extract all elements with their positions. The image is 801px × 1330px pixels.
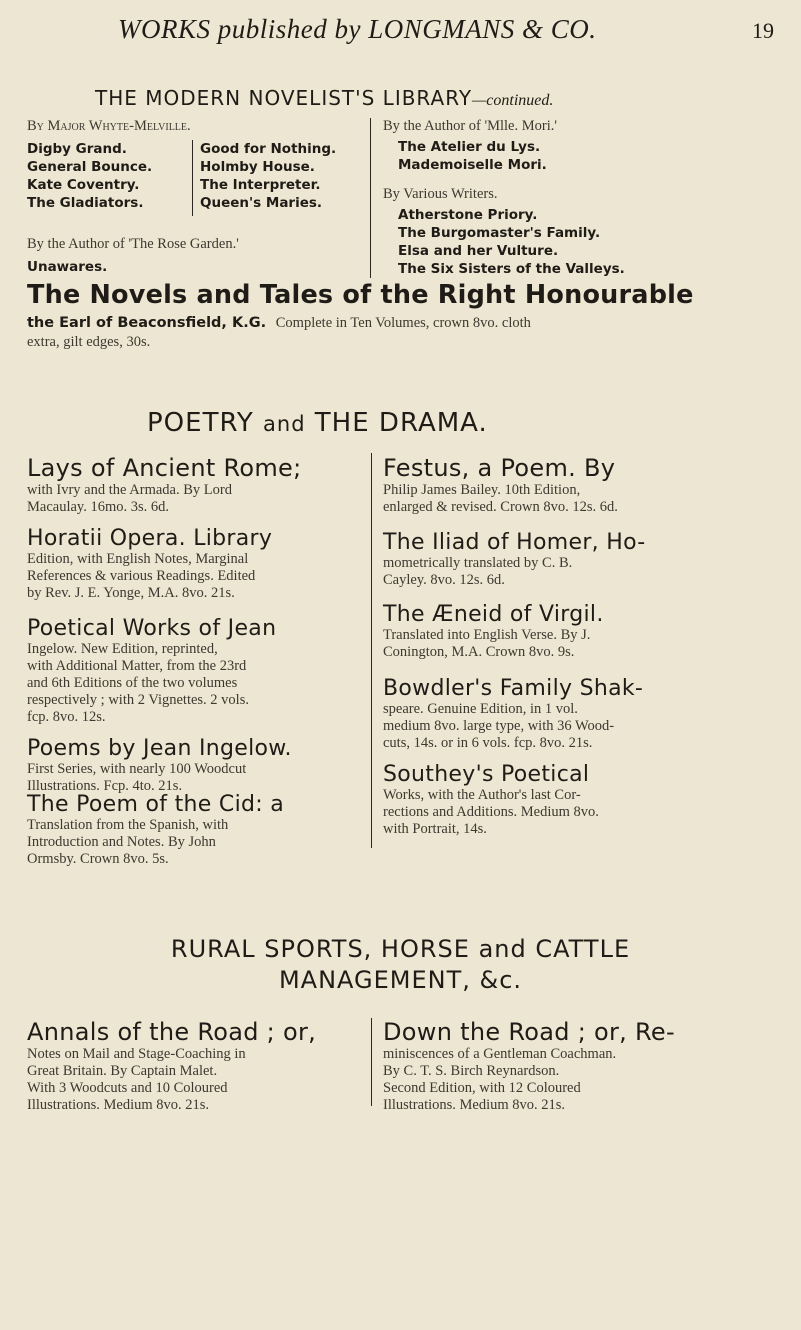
book-desc-line: rections and Additions. Medium 8vo. [383, 804, 599, 820]
book-entry [27, 736, 367, 795]
book-entry [383, 454, 763, 516]
book-title: The Poem of the Cid: a [27, 792, 285, 817]
book-entry [27, 1018, 367, 1114]
book-desc-line: by Rev. J. E. Yonge, M.A. 8vo. 21s. [27, 585, 235, 601]
library-heading [95, 86, 553, 110]
book-desc-line: Cayley. 8vo. 12s. 6d. [383, 572, 505, 588]
book-desc-line: fcp. 8vo. 12s. [27, 709, 106, 725]
library-heading-text: THE MODERN NOVELIST'S LIBRARY [95, 86, 473, 110]
book-title: Poems by Jean Ingelow. [27, 736, 292, 761]
list-item: Elsa and her Vulture. [398, 243, 559, 259]
book-desc-line: with Portrait, 14s. [383, 821, 487, 837]
book-desc-line: mometrically translated by C. B. [383, 555, 573, 571]
book-desc-line: Illustrations. Medium 8vo. 21s. [383, 1097, 566, 1113]
list-item: The Gladiators. [27, 195, 144, 211]
book-desc-line: Illustrations. Medium 8vo. 21s. [27, 1097, 210, 1113]
book-entry [383, 602, 763, 661]
list-item: Queen's Maries. [200, 195, 323, 211]
book-entry [27, 616, 367, 726]
book-desc-line: Notes on Mail and Stage-Coaching in [27, 1046, 246, 1062]
book-desc-line: Introduction and Notes. By John [27, 834, 216, 850]
list-item: Digby Grand. [27, 141, 127, 157]
list-item: The Burgomaster's Family. [398, 225, 601, 241]
book-desc-line: Second Edition, with 12 Coloured [383, 1080, 581, 1096]
book-title: The Iliad of Homer, Ho- [383, 530, 646, 555]
novels-line-1-rest: Complete in Ten Volumes, crown 8vo. cloth [275, 315, 531, 331]
book-desc-line: respectively ; with 2 Vignettes. 2 vols. [27, 692, 249, 708]
book-title: Poetical Works of Jean [27, 616, 277, 641]
library-column-divider [370, 118, 371, 278]
book-desc-line: By C. T. S. Birch Reynardson. [383, 1063, 560, 1079]
list-item: The Atelier du Lys. [398, 139, 541, 155]
book-entry [27, 454, 367, 516]
book-entry [27, 526, 367, 602]
book-desc-line: miniscences of a Gentleman Coachman. [383, 1046, 617, 1062]
running-head-title: WORKS published by LONGMANS & CO. [118, 14, 597, 44]
book-title: Festus, a Poem. By [383, 454, 616, 482]
book-desc-line: Conington, M.A. Crown 8vo. 9s. [383, 644, 575, 660]
book-entry [383, 762, 763, 838]
book-desc-line: Macaulay. 16mo. 3s. 6d. [27, 499, 170, 515]
book-title: Horatii Opera. Library [27, 526, 273, 551]
rural-heading-line-2: MANAGEMENT, &c. [278, 966, 523, 994]
library-right-author-1: By the Author of 'Mlle. Mori.' [383, 118, 557, 134]
book-desc-line: Translated into English Verse. By J. [383, 627, 591, 643]
book-desc-line: medium 8vo. large type, with 36 Wood- [383, 718, 615, 734]
list-item: The Six Sisters of the Valleys. [398, 261, 625, 277]
list-item: Good for Nothing. [200, 141, 337, 157]
column-divider [192, 140, 193, 216]
book-title: Lays of Ancient Rome; [27, 454, 302, 482]
book-desc-line: Translation from the Spanish, with [27, 817, 229, 833]
rural-heading-line-1: RURAL SPORTS, HORSE and CATTLE [170, 935, 631, 963]
poetry-heading [147, 408, 488, 438]
book-desc-line: First Series, with nearly 100 Woodcut [27, 761, 247, 777]
novels-line-2: extra, gilt edges, 30s. [27, 334, 151, 350]
book-title: Southey's Poetical [383, 762, 590, 787]
library-right-author-2: By Various Writers. [383, 186, 498, 202]
book-desc-line: Philip James Bailey. 10th Edition, [383, 482, 581, 498]
library-left-list-a [27, 140, 227, 212]
novels-line-1-bold: the Earl of Beaconsfield, K.G. [27, 315, 267, 331]
book-title: The Æneid of Virgil. [383, 602, 604, 627]
poetry-heading-and: and [263, 412, 306, 436]
list-item: General Bounce. [27, 159, 153, 175]
library-left-list-b [200, 140, 370, 212]
library-right-list-b [398, 206, 625, 278]
novels-title: The Novels and Tales of the Right Honourable [27, 280, 694, 310]
list-item: The Interpreter. [200, 177, 321, 193]
book-desc-line: Great Britain. By Captain Malet. [27, 1063, 218, 1079]
library-left-author-2: By the Author of 'The Rose Garden.' [27, 236, 239, 252]
book-desc-line: and 6th Editions of the two volumes [27, 675, 238, 691]
poetry-heading-a: POETRY [147, 408, 254, 438]
book-desc-line: Works, with the Author's last Cor- [383, 787, 581, 803]
library-right-list-a [398, 138, 547, 174]
poetry-column-divider [371, 453, 372, 848]
book-desc-line: Ormsby. Crown 8vo. 5s. [27, 851, 169, 867]
book-desc-line: With 3 Woodcuts and 10 Coloured [27, 1080, 228, 1096]
book-title: Annals of the Road ; or, [27, 1018, 317, 1046]
book-desc-line: Ingelow. New Edition, reprinted, [27, 641, 218, 657]
poetry-heading-c: THE DRAMA. [314, 408, 488, 438]
book-desc-line: Edition, with English Notes, Marginal [27, 551, 249, 567]
library-heading-suffix: —continued. [472, 92, 554, 109]
book-desc-line: cuts, 14s. or in 6 vols. fcp. 8vo. 21s. [383, 735, 593, 751]
list-item: Holmby House. [200, 159, 315, 175]
book-desc-line: with Ivry and the Armada. By Lord [27, 482, 232, 498]
book-desc-line: speare. Genuine Edition, in 1 vol. [383, 701, 578, 717]
book-entry [383, 676, 763, 752]
list-item: Atherstone Priory. [398, 207, 538, 223]
page-number: 19 [752, 18, 774, 43]
book-desc-line: Illustrations. Fcp. 4to. 21s. [27, 778, 183, 794]
book-title: Down the Road ; or, Re- [383, 1018, 675, 1046]
book-desc-line: References & various Readings. Edited [27, 568, 256, 584]
book-desc-line: with Additional Matter, from the 23rd [27, 658, 247, 674]
list-item: Mademoiselle Mori. [398, 157, 547, 173]
rural-column-divider [371, 1018, 372, 1106]
book-entry [383, 530, 763, 589]
list-item: Unawares. [27, 259, 108, 275]
book-desc-line: enlarged & revised. Crown 8vo. 12s. 6d. [383, 499, 618, 515]
book-entry [27, 792, 367, 868]
novels-line-1 [27, 315, 531, 332]
book-entry [383, 1018, 783, 1114]
library-left-author-1: By Major Whyte-Melville. [27, 118, 191, 134]
list-item: Kate Coventry. [27, 177, 140, 193]
book-title: Bowdler's Family Shak- [383, 676, 644, 701]
